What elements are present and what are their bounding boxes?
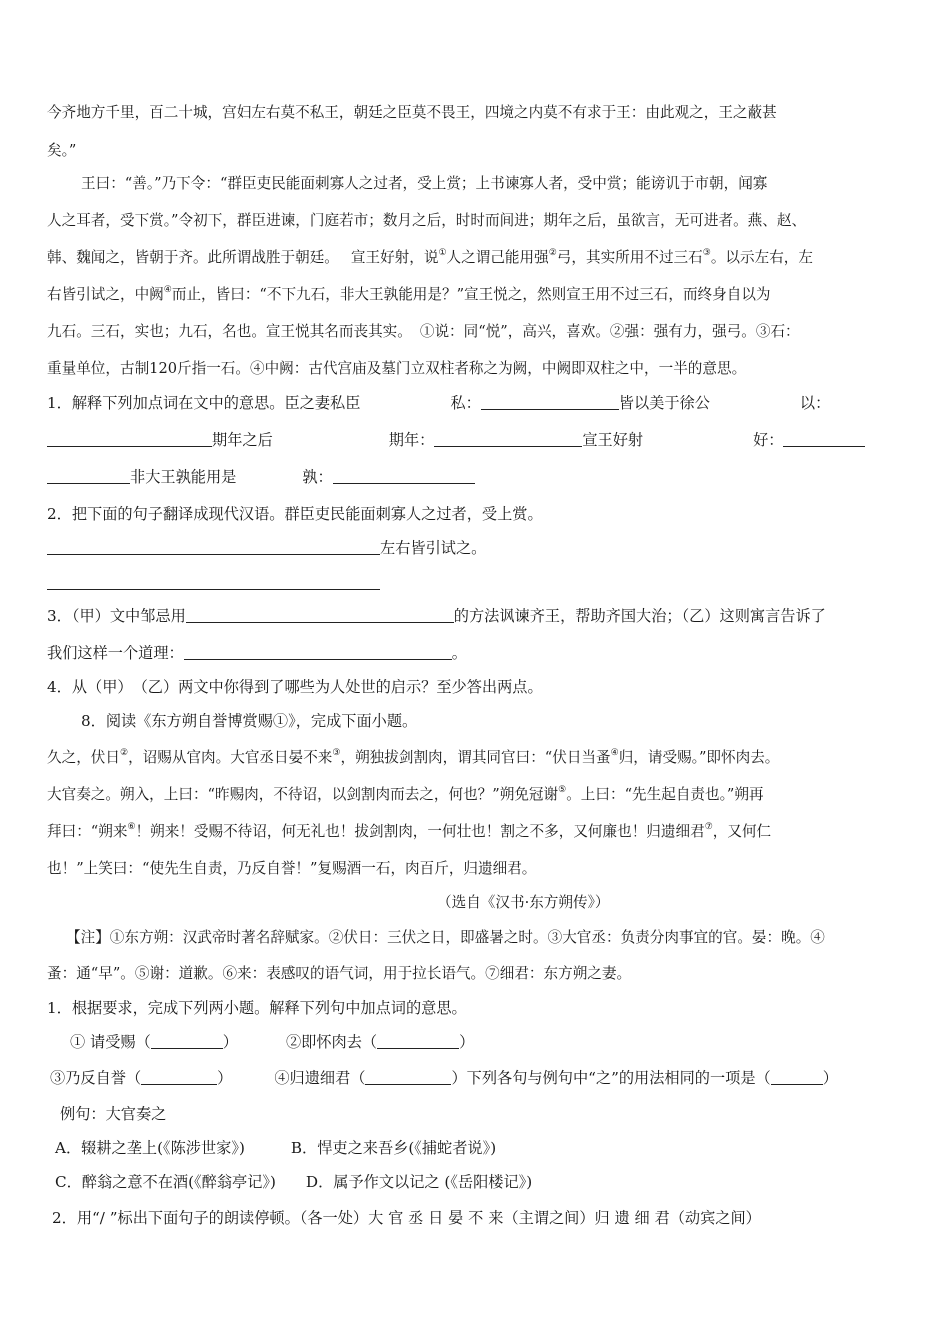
answer-blank[interactable] bbox=[434, 431, 582, 447]
answer-blank[interactable] bbox=[47, 574, 380, 590]
answer-blank[interactable] bbox=[365, 1069, 451, 1085]
answer-blank[interactable] bbox=[481, 394, 619, 410]
answer-blank[interactable] bbox=[771, 1069, 823, 1085]
answer-blank[interactable] bbox=[47, 431, 212, 447]
question-1: 1．解释下列加点词在文中的意思。臣之妻私臣 私： 皆以美于徐公 以： bbox=[47, 394, 831, 412]
passage-line: 今齐地方千里，百二十城，宫妇左右莫不私王，朝廷之臣莫不畏王，四境之内莫不有求于王：由此观之，王之蔽甚 bbox=[47, 104, 777, 121]
answer-blank[interactable] bbox=[141, 1069, 217, 1085]
passage-notes: 【注】①东方朔：汉武帝时著名辞赋家。②伏日：三伏之日，即盛暑之时。③大官丞：负责分肉事宜的官。晏：晚。④ bbox=[66, 929, 825, 946]
q8-question-2: 2．用“/ ”标出下面句子的朗读停顿。（各一处）大 官 丞 日 晏 不 来（主谓之间）归 遗 细 君（动宾之间） bbox=[52, 1209, 761, 1227]
question-4: 4．从（甲） （乙）两文中你得到了哪些为人处世的启示？至少答出两点。 bbox=[47, 678, 543, 696]
question-2-cont: 左右皆引试之。 bbox=[47, 538, 486, 558]
q8-items-row: ③乃反自誉（ ） ④归遗细君（ ）下列各句与例句中“之”的用法相同的一项是（ ） bbox=[50, 1069, 838, 1087]
question-8-title: 8．阅读《东方朔自誉博赏赐①》，完成下面小题。 bbox=[81, 712, 418, 730]
passage-line: 也！”上笑曰：“使先生自责，乃反自誉！”复赐酒一石，肉百斤，归遗细君。 bbox=[47, 860, 537, 877]
answer-blank[interactable] bbox=[377, 1033, 459, 1049]
question-1-cont: 期年之后 期年： 宣王好射 好： bbox=[47, 430, 865, 450]
q8-options-row bbox=[55, 1172, 532, 1192]
option-a[interactable]: A．辍耕之垄上(《陈涉世家》) bbox=[55, 1139, 245, 1157]
passage-line: 九石。三石，实也；九石，名也。宣王悦其名而丧其实。 ①说：同“悦”，高兴，喜欢。②强：强有力，强弓。③石： bbox=[47, 323, 800, 340]
passage-notes: 蚤：通“早”。⑤谢：道歉。⑥来：表感叹的语气词，用于拉长语气。⑦细君：东方朔之妻。 bbox=[47, 965, 632, 982]
question-2: 2．把下面的句子翻译成现代汉语。群臣吏民能面刺寡人之过者，受上赏。 bbox=[47, 505, 543, 523]
answer-blank[interactable] bbox=[47, 539, 380, 555]
option-c[interactable]: C．醉翁之意不在酒(《醉翁亭记》) bbox=[55, 1173, 276, 1191]
passage-line: 久之，伏日②，诏赐从官肉。大官丞日晏不来③，朔独拔剑割肉，谓其同官曰：“伏日当蚤④归，请受赐。”即怀肉去。 bbox=[47, 748, 780, 766]
answer-blank[interactable] bbox=[333, 468, 475, 484]
question-1-cont: 非大王孰能用是 孰： bbox=[47, 467, 475, 487]
q8-items-row: ① 请受赐（ ） ②即怀肉去（ ） bbox=[70, 1033, 475, 1051]
passage-line: 矣。” bbox=[47, 142, 77, 159]
q8-example: 例句：大官奏之 bbox=[60, 1105, 167, 1123]
passage-source: （选自《汉书·东方朔传》） bbox=[437, 894, 610, 911]
question-3: 3．（甲）文中邹忌用 的方法讽谏齐王，帮助齐国大治；（乙）这则寓言告诉了 bbox=[47, 607, 826, 625]
question-3-cont: 我们这样一个道理： 。 bbox=[47, 644, 467, 662]
passage-line: 人之耳者，受下赏。”令初下，群臣进谏，门庭若市；数月之后，时时而间进；期年之后，虽欲言，无可进者。燕、赵、 bbox=[47, 212, 807, 229]
answer-blank[interactable] bbox=[186, 607, 454, 623]
answer-blank[interactable] bbox=[151, 1033, 223, 1049]
passage-note-line: 重量单位，古制120斤指一石。④中阙：古代宫庙及墓门立双柱者称之为阙，中阙即双柱之中，一半的意思。 bbox=[47, 360, 747, 377]
passage-line: 右皆引试之，中阙④而止，皆曰：“不下九石，非大王孰能用是？”宣王悦之，然则宣王用不过三石，而终身自以为 bbox=[47, 285, 771, 303]
passage-line: 拜曰：“朔来⑥！朔来！受赐不待诏，何无礼也！拔剑割肉，一何壮也！割之不多，又何廉也！归遗细君⑦，又何仁 bbox=[47, 822, 772, 840]
answer-blank[interactable] bbox=[783, 431, 865, 447]
q8-question-1: 1．根据要求，完成下列两小题。解释下列句中加点词的意思。 bbox=[47, 999, 467, 1017]
option-b[interactable]: B．悍吏之来吾乡(《捕蛇者说》) bbox=[290, 1139, 497, 1157]
answer-blank[interactable] bbox=[184, 644, 452, 660]
q8-options-row bbox=[55, 1138, 496, 1158]
answer-blank[interactable] bbox=[47, 468, 130, 484]
passage-line: 大官奏之。朔入，上曰：“昨赐肉，不待诏，以剑割肉而去之，何也？”朔免冠谢⑤。上曰：“先生起自责也。”朔再 bbox=[47, 785, 764, 803]
passage-line: 王曰：“善。”乃下令：“群臣吏民能面刺寡人之过者，受上赏；上书谏寡人者，受中赏；能谤讥于市朝，闻寡 bbox=[81, 175, 768, 192]
question-2-cont bbox=[47, 573, 380, 593]
option-d[interactable]: D．属予作文以记之 (《岳阳楼记》) bbox=[305, 1173, 533, 1191]
passage-line: 韩、魏闻之，皆朝于齐。此所谓战胜于朝廷。 宣王好射，说①人之谓己能用强②弓，其实所用不过三石③。以示左右，左 bbox=[47, 248, 813, 266]
